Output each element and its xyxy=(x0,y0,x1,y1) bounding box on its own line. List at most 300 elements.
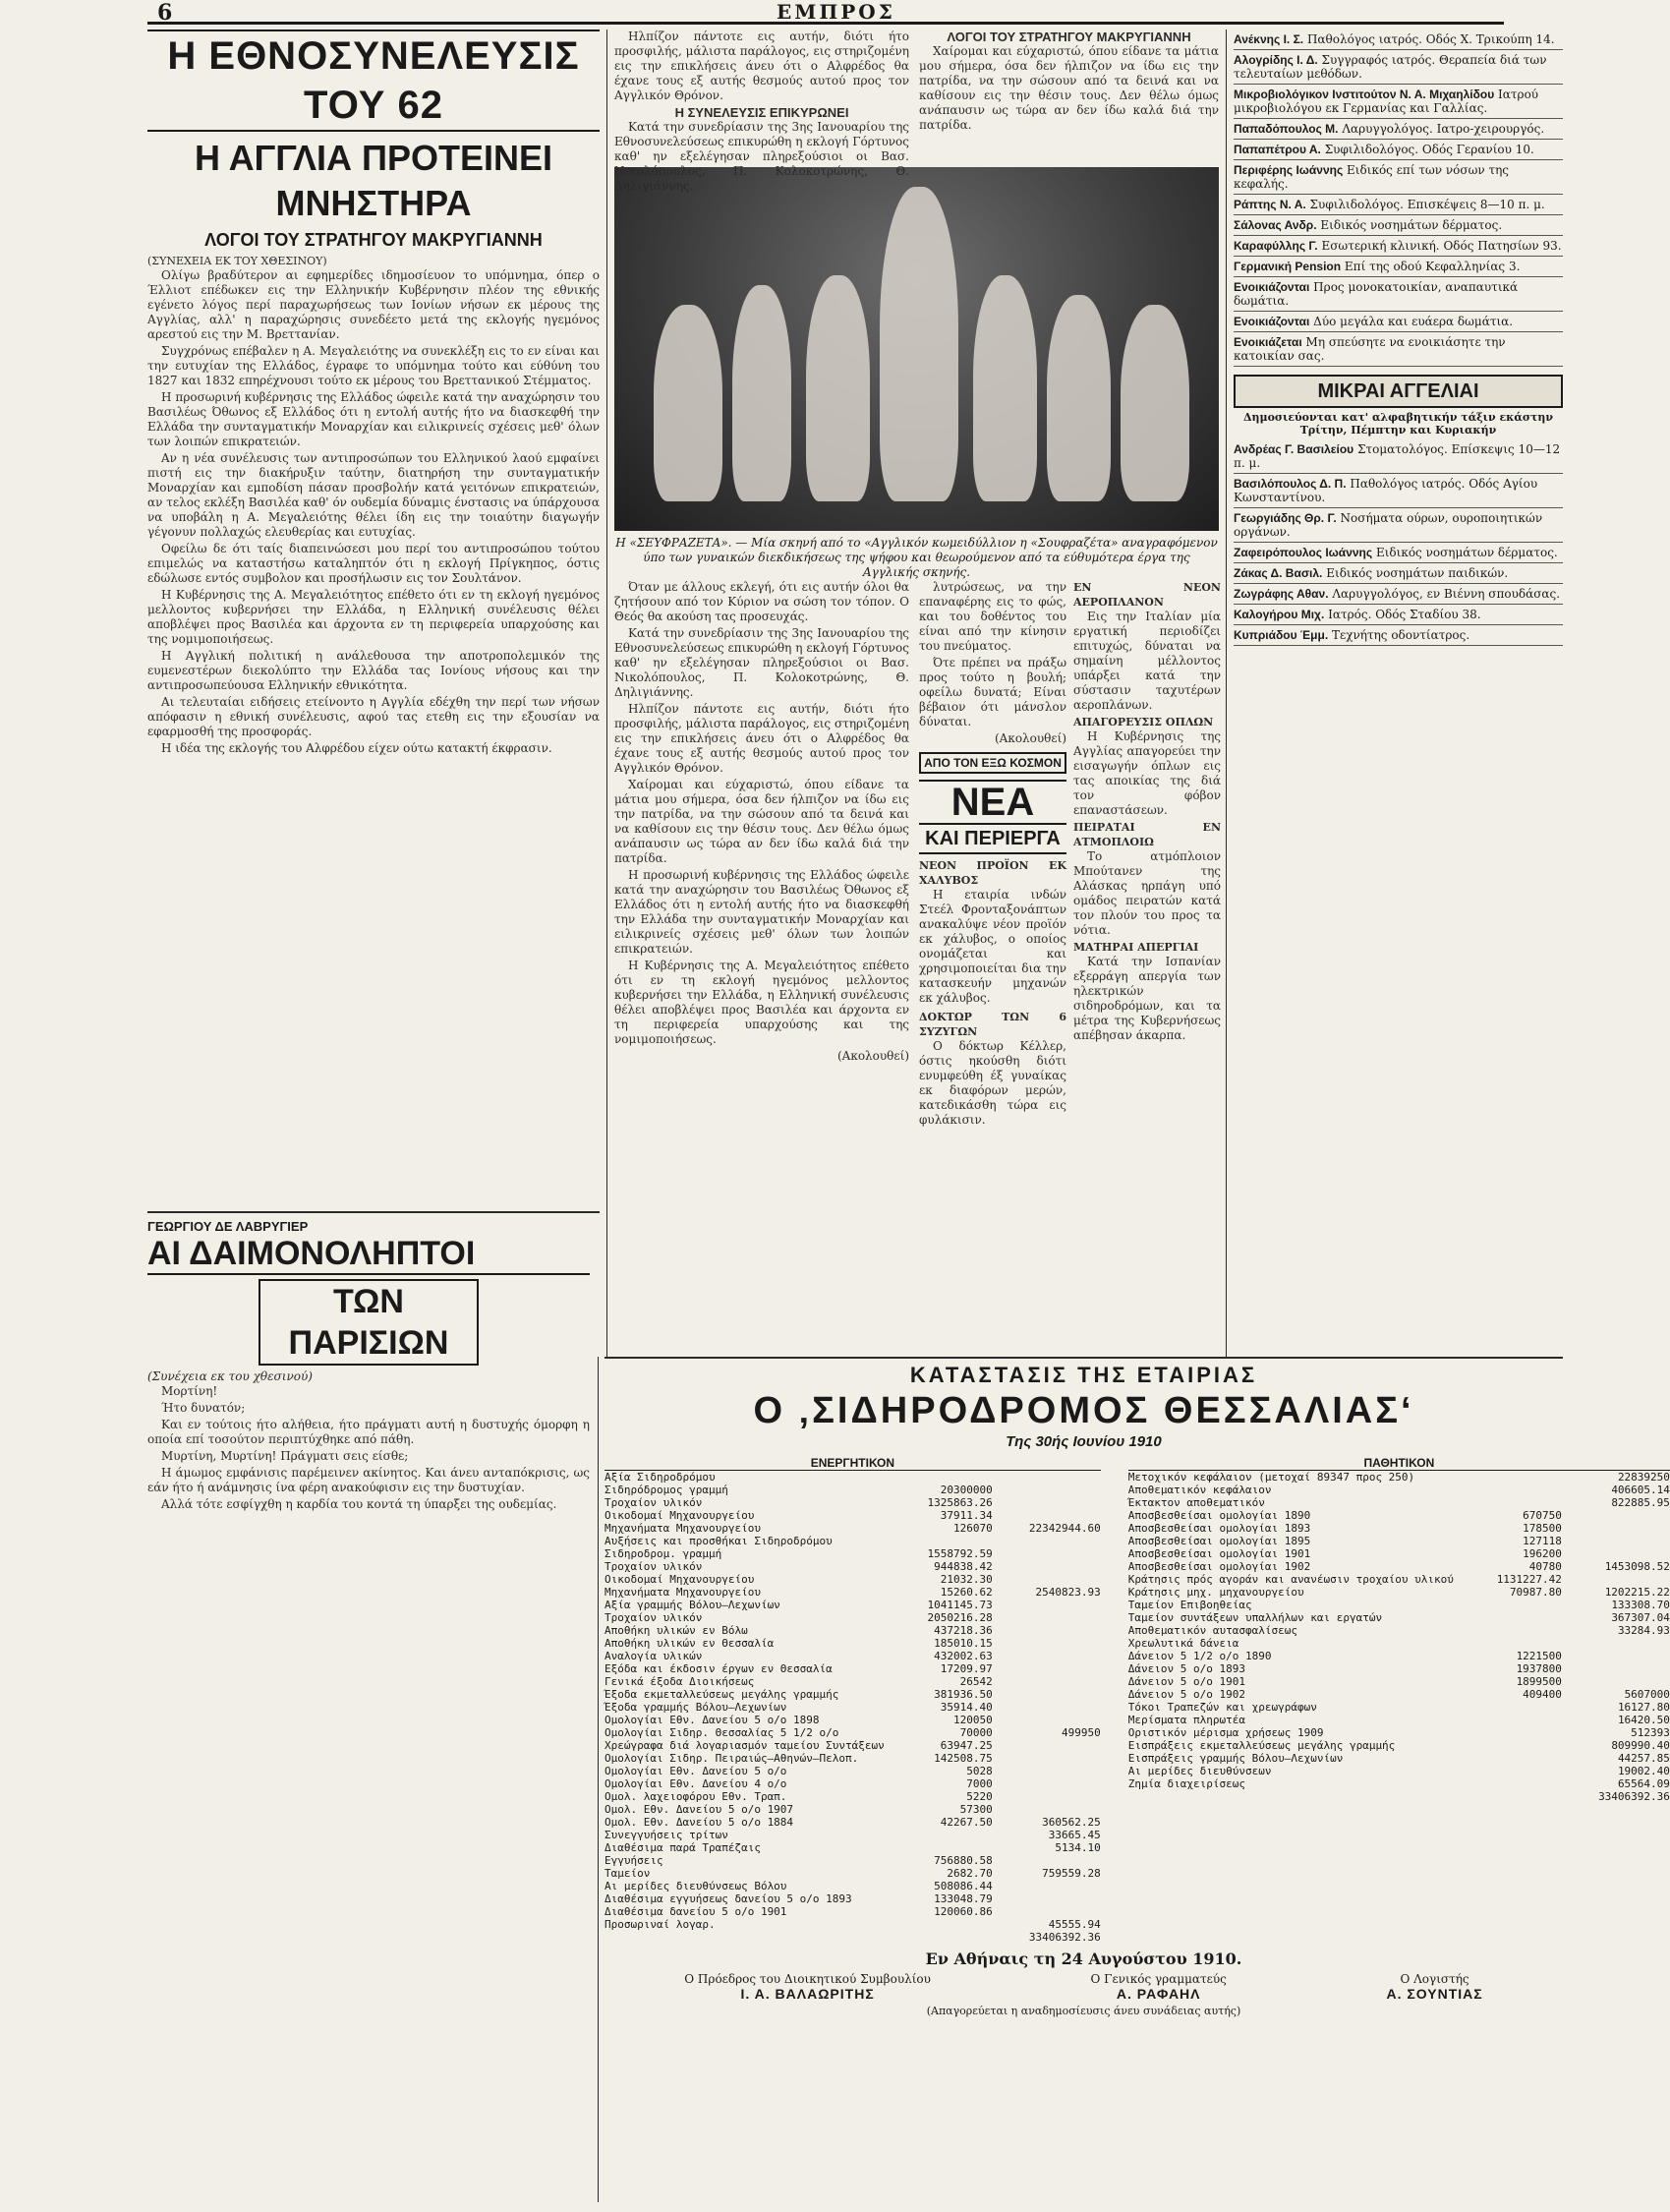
ledger-total xyxy=(1562,1637,1670,1650)
ledger-row xyxy=(1128,1701,1670,1714)
ledger-total xyxy=(993,1484,1101,1496)
ledger-label: Ταμείον Επιβοηθείας xyxy=(1127,1599,1252,1611)
ledger-total: 759559.28 xyxy=(1042,1867,1101,1880)
ledger-label: Αυξήσεις και προσθήκαι Σιδηροδρόμου xyxy=(605,1535,833,1547)
ad-item xyxy=(1234,277,1563,312)
ledger-amount: 21032.30 xyxy=(940,1573,993,1586)
ad-text: Νοσήματα ούρων, ουροποιητικών οργάνων. xyxy=(1234,511,1543,539)
ledger-total: 33284.93 xyxy=(1617,1624,1670,1637)
ledger-row xyxy=(605,1790,1101,1803)
ledger-total: 16127.80 xyxy=(1617,1701,1670,1714)
ledger-row xyxy=(605,1931,1101,1944)
ledger-row xyxy=(1128,1688,1670,1701)
ledger-total xyxy=(993,1624,1101,1637)
ledger-total: 33665.45 xyxy=(1048,1829,1101,1841)
ledger-total xyxy=(993,1662,1101,1675)
ledger-label: Σιδηροδρομ. γραμμή xyxy=(605,1547,722,1560)
ad-name: Ζωγράφης Αθαν. xyxy=(1234,587,1329,601)
ad-text: Προς μονοκατοικίαν, αναπαυτικά δωμάτια. xyxy=(1234,280,1519,308)
ledger-label: Γενικά έξοδα Διοικήσεως xyxy=(605,1675,755,1688)
ledger-row xyxy=(605,1586,1101,1599)
ledger-total xyxy=(993,1637,1101,1650)
ledger-row xyxy=(605,1637,1101,1650)
ledger-total: 133308.70 xyxy=(1611,1599,1670,1611)
ledger-total xyxy=(993,1739,1101,1752)
ad-name: Παπαπέτρου Α. xyxy=(1234,143,1321,156)
photo-figure xyxy=(1121,305,1189,501)
ad-item xyxy=(1234,312,1563,332)
ledger-amount xyxy=(885,1841,993,1854)
ledger-label: Αποσβεσθείσαι ομολογίαι 1890 xyxy=(1127,1509,1311,1522)
ledger-row xyxy=(605,1547,1101,1560)
paragraph: Μυρτίνη, Μυρτίνη! Πράγματι σεις είσθε; xyxy=(161,1449,409,1463)
ledger-label: Δάνειον 5 ο/ο 1893 xyxy=(1127,1662,1245,1675)
ledger-amount xyxy=(885,1471,993,1484)
ad-text: Παθολόγος ιατρός. Οδός Αγίου Κωνσταντίνου. xyxy=(1234,477,1538,504)
signatory-role: Ο Γενικός γραμματεύς xyxy=(1090,1972,1227,1986)
ledger-label: Ομολογίαι Εθν. Δανείου 4 ο/ο xyxy=(605,1777,787,1790)
ledger-total xyxy=(993,1701,1101,1714)
ledger-row xyxy=(1128,1675,1670,1688)
ledger-row xyxy=(605,1573,1101,1586)
ledger-label: Ομολ. λαχειοφόρου Εθν. Τραπ. xyxy=(605,1790,787,1803)
ledger-amount: 1131227.42 xyxy=(1496,1573,1562,1586)
paragraph: Η προσωρινή κυβέρνησις της Ελλάδος ώφειλε κατά την αναχώρησιν του Βασιλέως Όθωνος εξ Ελλάδος ότι η εντολή αυτής ήτο να διασκεφθή την Ελλάδα την συνταγματικήν Μοναρχίαν και ειλικρινείς σχέσεις μεθ' όλων των λοιπών επικρατειών. xyxy=(614,868,909,956)
ad-name: Παπαδόπουλος Μ. xyxy=(1234,122,1339,136)
ledger-amount: 432002.63 xyxy=(934,1650,993,1662)
ledger-total: 5134.10 xyxy=(1055,1841,1101,1854)
statement-footnote: (Απαγορεύεται η αναδημοσίευσις άνευ συνάδειας αυτής) xyxy=(926,2005,1241,2017)
ledger-total xyxy=(993,1573,1101,1586)
ledger-label: Τόκοι Τραπεζών και χρεωγράφων xyxy=(1127,1701,1317,1714)
news-item xyxy=(919,858,1066,1006)
ledger-row xyxy=(1128,1573,1670,1586)
news-item xyxy=(1073,820,1221,938)
ledger-label: Τροχαίον υλικόν xyxy=(605,1611,703,1624)
paragraph: Όταν με άλλους εκλεγή, ότι εις αυτήν όλοι θα ζητήσουν από τον Κύριον να σώση τον τόπον. Ο Θεός θα ακούση τας προσευχάς. xyxy=(614,580,909,623)
liabilities-rows xyxy=(1128,1471,1670,1803)
continued-note: (Ακολουθεί) xyxy=(994,731,1066,745)
ledger-total xyxy=(993,1496,1101,1509)
news-intro xyxy=(919,580,1066,746)
ledger-label: Μηχανήματα Μηχανουργείου xyxy=(605,1586,761,1599)
ledger-amount xyxy=(885,1918,993,1931)
story-author: ΓΕΩΡΓΙΟΥ ΔΕ ΛΑΒΡΥΓΙΕΡ xyxy=(147,1219,309,1234)
ledger-label: Διαθέσιμα εγγυήσεως δανείου 5 ο/ο 1893 xyxy=(605,1892,852,1905)
ledger-row xyxy=(605,1714,1101,1726)
ledger-row xyxy=(1128,1471,1670,1484)
ledger-row xyxy=(605,1509,1101,1522)
ad-text: Συφιλιδολόγος. Οδός Γερανίου 10. xyxy=(1324,143,1534,156)
statement-title-1: ΚΑΤΑΣΤΑΣΙΣ ΤΗΣ ΕΤΑΙΡΙΑΣ xyxy=(909,1363,1258,1387)
ledger-total xyxy=(993,1752,1101,1765)
ledger-row xyxy=(605,1803,1101,1816)
ledger-row xyxy=(1128,1662,1670,1675)
ledger-total: 33406392.36 xyxy=(1028,1931,1101,1944)
ledger-amount: 133048.79 xyxy=(934,1892,993,1905)
ad-text: Στοματολόγος. Επίσκεψις 10—12 π. μ. xyxy=(1234,442,1561,470)
ledger-row xyxy=(605,1739,1101,1752)
ad-item xyxy=(1234,29,1563,50)
ledger-total xyxy=(993,1854,1101,1867)
financial-statement xyxy=(605,1362,1670,2202)
ad-name: Καραφύλλης Γ. xyxy=(1234,239,1318,253)
ledger-row xyxy=(605,1752,1101,1765)
paragraph: Κατά την συνεδρίασιν της 3ης Ιανουαρίου της Εθνοσυνελεύσεως επικυρώθη η εκλογή Γόρτυνος καθ' ην εξελέγησαν πληρεξούσιοι οι Βασ. Νικολόπουλος, Π. Κολοκοτρώνης, Θ. Δηλιγιάννης. xyxy=(614,120,909,193)
news-item xyxy=(1073,940,1221,1043)
ledger-total: 65564.09 xyxy=(1617,1777,1670,1790)
ledger-amount xyxy=(1454,1790,1562,1803)
ledger-total: 1453098.52 xyxy=(1604,1560,1670,1573)
ledger-amount: 1937800 xyxy=(1516,1662,1562,1675)
signature xyxy=(684,1972,931,2002)
ledger-label: Ταμείον συντάξεων υπαλλήλων και εργατών xyxy=(1127,1611,1383,1624)
ledger-row xyxy=(1128,1496,1670,1509)
signatory-name: Ι. Α. ΒΑΛΑΩΡΙΤΗΣ xyxy=(740,1986,875,2002)
ad-text: Ιατρού μικροβιολόγου εκ Γερμανίας και Γαλλίας. xyxy=(1234,87,1539,115)
ledger-row xyxy=(605,1841,1101,1854)
ad-name: Ράπτης Ν. Α. xyxy=(1234,198,1306,211)
ad-name: Κυπριάδου Έμμ. xyxy=(1234,628,1329,642)
news-item xyxy=(919,1010,1066,1128)
ledger-amount: 185010.15 xyxy=(934,1637,993,1650)
ad-name: Περιφέρης Ιωάννης xyxy=(1234,163,1344,177)
ledger-amount: 15260.62 xyxy=(940,1586,993,1599)
continued-note: (Συνέχεια εκ του χθεσινού) xyxy=(147,1369,313,1383)
ledger-amount: 142508.75 xyxy=(934,1752,993,1765)
news-item-head: ΝΕΟΝ ΠΡΟΪΟΝ ΕΚ ΧΑΛΥΒΟΣ xyxy=(919,859,1066,887)
signatory-role: Ο Πρόεδρος του Διοικητικού Συμβουλίου xyxy=(684,1972,931,1986)
ledger-label: Ζημία διαχειρίσεως xyxy=(1127,1777,1245,1790)
ledger-label: Αποσβεσθείσαι ομολογίαι 1901 xyxy=(1127,1547,1311,1560)
subhead: Η ΣΥΝΕΛΕΥΣΙΣ ΕΠΙΚΥΡΩΝΕΙ xyxy=(674,105,849,120)
signature xyxy=(1091,1972,1227,2002)
ledger-row xyxy=(605,1829,1101,1841)
ledger-total xyxy=(993,1777,1101,1790)
ledger-row xyxy=(1128,1790,1670,1803)
ad-text: Λαρυγγολόγος. Ιατρο-χειρουργός. xyxy=(1342,122,1545,136)
ledger-amount: 20300000 xyxy=(940,1484,993,1496)
ledger-row xyxy=(605,1880,1101,1892)
ledger-total: 33406392.36 xyxy=(1598,1790,1670,1803)
paragraph: Και εν τούτοις ήτο αλήθεια, ήτο πράγματι αυτή η δυστυχής όμορφη η οποία επί τοσούτον περιπτύχθηκε από πάθη. xyxy=(147,1418,590,1446)
ledger-row xyxy=(605,1471,1101,1484)
signatory-name: Α. ΡΑΦΑΗΛ xyxy=(1116,1986,1201,2002)
ledger-amount: 381936.50 xyxy=(934,1688,993,1701)
ad-name: Καλογήρου Μιχ. xyxy=(1234,608,1325,621)
ledger-amount xyxy=(885,1931,993,1944)
photo-figure xyxy=(654,305,722,501)
photo-figure xyxy=(880,187,958,501)
ledger-row xyxy=(605,1892,1101,1905)
ledger-total: 45555.94 xyxy=(1048,1918,1101,1931)
paragraph: Κατά την συνεδρίασιν της 3ης Ιανουαρίου της Εθνοσυνελεύσεως επικυρώθη η εκλογή Γόρτυνος καθ' ην εξελέγησαν πληρεξούσιοι οι Βασ. Νικολόπουλος, Π. Κολοκοτρώνης, Θ. Δηλιγιάννης. xyxy=(614,626,909,699)
ledger-amount: 40780 xyxy=(1528,1560,1562,1573)
ledger-amount xyxy=(885,1829,993,1841)
ledger-row xyxy=(1128,1599,1670,1611)
section-label: ΑΠΟ ΤΟΝ ΕΞΩ ΚΟΣΜΟΝ xyxy=(919,752,1066,774)
ledger-total: 367307.04 xyxy=(1611,1611,1670,1624)
ledger-label: Δάνειον 5 ο/ο 1901 xyxy=(1127,1675,1245,1688)
ledger-amount: 37911.34 xyxy=(940,1509,993,1522)
ad-name: Σάλονας Ανδρ. xyxy=(1234,218,1317,232)
section-rule xyxy=(605,1357,1563,1359)
article-body xyxy=(147,268,600,756)
paragraph: Η Αγγλική πολιτική η ανάλεθουσα την αποτροπολεμικόν της ευμενεστέρων διεκολύπτο την Ελλάδα τας Ιονίους νήσους και την αντιπροσωπεύουσα Ελληνικήν εθνικότητα. xyxy=(147,649,600,692)
ledger-row xyxy=(605,1918,1101,1931)
center-left-top-text xyxy=(614,29,909,193)
ledger-label: Αξία Σιδηροδρόμου xyxy=(605,1471,716,1484)
ledger-total xyxy=(993,1560,1101,1573)
paragraph: Ότε πρέπει να πράξω προς τούτο η βουλή; οφείλω δυνατά; Είναι βέβαιον ότι μάνσλον δύναται. xyxy=(919,656,1066,728)
signatory-role: Ο Λογιστής xyxy=(1400,1972,1469,1986)
ledger-amount xyxy=(1454,1701,1562,1714)
paragraph: Συγχρόνως επέβαλεν η Α. Μεγαλειότης να συνεκλέξη εις το εν είναι και την ευτυχίαν της Ελλάδος, έγραφε το υπόμνημα τούτο και εύθύνη του 1827 και 1832 επηρέχνουσι τούτο εκ μέρους του Βρεττανικού Στέμματος. xyxy=(147,344,600,387)
ad-text: Επί της οδού Κεφαλληνίας 3. xyxy=(1344,260,1521,273)
ledger-row xyxy=(1128,1547,1670,1560)
ledger-label: Αποσβεσθείσαι ομολογίαι 1893 xyxy=(1127,1522,1311,1535)
news-item-body: Η εταιρία ινδών Στεέλ Φρονταξονάπτων ανακαλύψε νέον προϊόν εκ χάλυβος, ο οποίος ονομάζεται και χρησιμοποιείται δια την κατασκευήν μηχανών εκ χάλυβος. xyxy=(919,888,1066,1005)
ledger-amount xyxy=(1454,1777,1562,1790)
ad-text: Ειδικός νοσημάτων δέρματος. xyxy=(1320,218,1503,232)
ledger-amount: 120050 xyxy=(953,1714,993,1726)
section-rule xyxy=(147,1211,600,1213)
ledger-amount xyxy=(1454,1484,1562,1496)
ledger-total xyxy=(993,1535,1101,1547)
ledger-label: Σιδηρόδρομος γραμμή xyxy=(605,1484,728,1496)
ad-name: Ανέκνης Ι. Σ. xyxy=(1234,32,1304,46)
ledger-amount: 756880.58 xyxy=(934,1854,993,1867)
ledger-row xyxy=(605,1688,1101,1701)
ledger-label: Αποθεματικόν κεφάλαιον xyxy=(1127,1484,1272,1496)
photo-figure xyxy=(1047,295,1111,501)
paper-name: ΕΜΠΡΟΣ xyxy=(777,0,895,24)
ad-item xyxy=(1234,584,1563,605)
statement-title-2: Ο ‚ΣΙΔΗΡΟΔΡΟΜΟΣ ΘΕΣΣΑΛΙΑΣ‘ xyxy=(753,1390,1414,1431)
ledger-row xyxy=(605,1650,1101,1662)
ledger-amount xyxy=(1454,1726,1562,1739)
ledger-total: 822885.95 xyxy=(1611,1496,1670,1509)
ledger-amount xyxy=(1454,1471,1562,1484)
ledger-label: Κράτησις πρός αγοράν και ανανέωσιν τροχαίου υλικού xyxy=(1127,1573,1454,1586)
ledger-amount xyxy=(1454,1599,1562,1611)
signatory-name: Α. ΣΟΥΝΤΙΑΣ xyxy=(1386,1986,1483,2002)
center-mid-top-text xyxy=(919,29,1219,162)
ledger-label: Χρεωλυτικά δάνεια xyxy=(1127,1637,1239,1650)
ledger-amount xyxy=(1454,1752,1562,1765)
ledger-row xyxy=(605,1777,1101,1790)
paragraph: Αι τελευταίαι ειδήσεις ετείνοντο η Αγγλία εδέχθη την περί των νήσων απόφασιν η εθνική συνέλευσις, αφού τας ετεθη εις την εξουσίαν να εφαρμοσθή της προσφοράς. xyxy=(147,695,600,738)
ledger-row xyxy=(605,1611,1101,1624)
ledger-label: Εγγυήσεις xyxy=(605,1854,663,1867)
story-body xyxy=(147,1384,590,1512)
ledger-total: 5607000 xyxy=(1624,1688,1670,1701)
ledger-label: Αποσβεσθείσαι ομολογίαι 1902 xyxy=(1127,1560,1311,1573)
ledger-amount: 1899500 xyxy=(1516,1675,1562,1688)
ledger-total xyxy=(1562,1522,1670,1535)
continued-note: (ΣΥΝΕΧΕΙΑ ΕΚ ΤΟΥ ΧΘΕΣΙΝΟΥ) xyxy=(147,255,327,267)
news-item-body: Ο δόκτωρ Κέλλερ, όστις ηκούσθη διότι ενυμφεύθη έξ γυναίκας εκ διαφόρων μερών, κατεδικάσθη τώρα εις φυλάκισιν. xyxy=(919,1039,1066,1127)
ledger-total xyxy=(993,1790,1101,1803)
ledger-row xyxy=(1128,1739,1670,1752)
ledger-label: Δάνειον 5 1/2 ο/ο 1890 xyxy=(1127,1650,1272,1662)
ledger-total xyxy=(993,1905,1101,1918)
paragraph: Χαίρομαι και εύχαριστώ, όπου είδανε τα μάτια μου σήμερα, όσα δεν ήλπιζον να ίδω εις την πατρίδα, να την σώσουν από τα δεινά και να καθίσουν εις την θέσιν τους. Δεν θέλω όμως ανάπαυσιν ως τώρα αν δεν ίδω καλά διά την πατρίδα. xyxy=(919,44,1219,132)
ledger-amount: 1041145.73 xyxy=(927,1599,993,1611)
ledger-label: Αναλογία υλικών xyxy=(605,1650,703,1662)
ledger-row xyxy=(605,1867,1101,1880)
story-title-1: ΑΙ ΔΑΙΜΟΝΟΛΗΠΤΟΙ xyxy=(147,1234,590,1275)
ad-item xyxy=(1234,508,1563,543)
kicker: ΛΟΓΟΙ ΤΟΥ ΣΤΡΑΤΗΓΟΥ ΜΑΚΡΥΓΙΑΝΝΗ xyxy=(204,230,543,250)
ledger-total xyxy=(993,1547,1101,1560)
news-item xyxy=(1073,580,1221,713)
ledger-row xyxy=(605,1854,1101,1867)
ledger-total xyxy=(1562,1650,1670,1662)
ledger-row xyxy=(605,1560,1101,1573)
ledger-total xyxy=(1562,1573,1670,1586)
ledger-amount: 508086.44 xyxy=(934,1880,993,1892)
ad-item xyxy=(1234,160,1563,195)
ledger-amount: 2050216.28 xyxy=(927,1611,993,1624)
ledger-amount: 17209.97 xyxy=(940,1662,993,1675)
signature xyxy=(1386,1972,1482,2002)
ledger-label: Οικοδομαί Μηχανουργείου xyxy=(605,1509,755,1522)
story-title-2: ΤΩΝ ΠΑΡΙΣΙΩΝ xyxy=(259,1279,479,1366)
ledger-amount: 120060.86 xyxy=(934,1905,993,1918)
ledger-row xyxy=(605,1905,1101,1918)
ledger-label: Διαθέσιμα δανείου 5 ο/ο 1901 xyxy=(605,1905,787,1918)
ledger-row xyxy=(605,1662,1101,1675)
ad-text: Εσωτερική κλινική. Οδός Πατησίων 93. xyxy=(1321,239,1562,253)
ad-text: Ειδικός νοσημάτων παιδικών. xyxy=(1326,566,1509,580)
ledger-total: 809990.40 xyxy=(1611,1739,1670,1752)
ledger-amount xyxy=(1454,1611,1562,1624)
ledger-total xyxy=(993,1599,1101,1611)
center-left-body xyxy=(614,580,909,1199)
ledger-amount: 42267.50 xyxy=(940,1816,993,1829)
ledger-row xyxy=(1128,1637,1670,1650)
ledger-total xyxy=(993,1892,1101,1905)
ledger-label: Συνεγγυήσεις τρίτων xyxy=(605,1829,728,1841)
ledger-label: Αποθεματικόν αυτασφαλίσεως xyxy=(1127,1624,1297,1637)
ad-item xyxy=(1234,563,1563,584)
ledger-amount xyxy=(1454,1739,1562,1752)
ledger-amount xyxy=(885,1535,993,1547)
ad-item xyxy=(1234,236,1563,257)
ledger-label: Κράτησις μηχ. μηχανουργείου xyxy=(1127,1586,1304,1599)
ledger-total xyxy=(993,1765,1101,1777)
paragraph: Ηλπίζον πάντοτε εις αυτήν, διότι ήτο προσφιλής, μάλιστα παράλογος, εις στηριζομένη εις την επικλήσεις άνευ ότι ο Αλφρέδος θα έχανε τους εξ αυτής θεσμούς αυτού προς τον Αγγλικόν Θρόνον. xyxy=(614,29,909,102)
ledger-total: 406605.14 xyxy=(1611,1484,1670,1496)
ledger-amount xyxy=(1454,1765,1562,1777)
ledger-label: Αποσβεσθείσαι ομολογίαι 1895 xyxy=(1127,1535,1311,1547)
ad-text: Δύο μεγάλα και ευάερα δωμάτια. xyxy=(1313,315,1514,328)
ledger-row xyxy=(605,1726,1101,1739)
ledger-total: 499950 xyxy=(1062,1726,1101,1739)
ledger-total xyxy=(993,1650,1101,1662)
ledger-label: Αποθήκη υλικών εν Θεσσαλία xyxy=(605,1637,775,1650)
ad-text: Ιατρός. Οδός Σταδίου 38. xyxy=(1328,608,1481,621)
ledger-amount: 70000 xyxy=(959,1726,993,1739)
ledger-total xyxy=(1562,1675,1670,1688)
ad-item xyxy=(1234,474,1563,508)
ledger-row xyxy=(1128,1522,1670,1535)
small-ads-title: ΜΙΚΡΑΙ ΑΓΓΕΛΙΑΙ xyxy=(1234,375,1563,408)
ledger-label: Οριστικόν μέρισμα χρήσεως 1909 xyxy=(1127,1726,1324,1739)
paragraph: Η Κυβέρνησις της Α. Μεγαλειότητος επέθετο ότι εν τη εκλογή ηγεμόνος μελλοντος κυβερνήσει την Ελλάδα, η Ελληνική συνέλευσις θέλει αποβλέψει προς Βασιλέα και άρχοντα εν τη περιφερεία υπαρχούσης και της νομιμοποιήσεως. xyxy=(614,959,909,1046)
ledger-label: Μερίσματα πληρωτέα xyxy=(1127,1714,1245,1726)
ledger-total xyxy=(993,1880,1101,1892)
ledger-row xyxy=(1128,1624,1670,1637)
ad-item xyxy=(1234,625,1563,646)
paragraph: Χαίρομαι και εύχαριστώ, όπου είδανε τα μάτια μου σήμερα, όσα δεν ήλπιζον να ίδω εις την πατρίδα, να την σώσουν από τα δεινά και να καθίσουν εις την θέσιν τους. Δεν θέλω όμως ανάπαυσιν ως τώρα αν δεν ίδω καλά διά την πατρίδα. xyxy=(614,778,909,865)
ledger-amount: 1325863.26 xyxy=(927,1496,993,1509)
ledger-total: 2540823.93 xyxy=(1035,1586,1101,1599)
ledger-row xyxy=(1128,1509,1670,1522)
ledger-amount xyxy=(1454,1714,1562,1726)
place-date: Εν Αθήναις τη 24 Αυγούστου 1910. xyxy=(925,1950,1242,1968)
news-item-body: Εις την Ιταλίαν μία εργατική περιοδίζει επιτυχώς, δύναται να σημαίνη μέλλοντος υπάρξει κατά την σύστασιν ταχυτέρων αεροπλάνων. xyxy=(1073,610,1221,712)
ledger-label xyxy=(605,1931,885,1944)
ledger-label: Χρεώγραφα διά λογαριασμόν ταμείου Συντάξεων xyxy=(605,1739,885,1752)
left-article xyxy=(147,29,600,1204)
ad-name: Ανδρέας Γ. Βασιλείου xyxy=(1234,442,1354,456)
ledger-label: Έξοδα εκμεταλλεύσεως μεγάλης γραμμής xyxy=(605,1688,839,1701)
ledger-amount: 196200 xyxy=(1523,1547,1562,1560)
theatre-photo xyxy=(614,167,1219,531)
paragraph: Αλλά τότε εσφίγχθη η καρδία του κοντά τη ύπαρξει της ουδεμίας. xyxy=(161,1497,557,1511)
paragraph: Μορτίνη! xyxy=(161,1384,218,1398)
ledger-total: 22342944.60 xyxy=(1028,1522,1101,1535)
ad-text: Παθολόγος ιατρός. Οδός Χ. Τρικούπη 14. xyxy=(1306,32,1555,46)
ledger-total xyxy=(993,1688,1101,1701)
news-item-head: ΑΠΑΓΟΡΕΥΣΙΣ ΟΠΛΩΝ xyxy=(1073,716,1214,728)
ledger-amount: 409400 xyxy=(1523,1688,1562,1701)
ledger-label: Διαθέσιμα παρά Τραπέζαις xyxy=(605,1841,761,1854)
ad-name: Ενοικιάζεται xyxy=(1234,335,1302,349)
ledger-amount: 57300 xyxy=(959,1803,993,1816)
ledger-amount: 1221500 xyxy=(1516,1650,1562,1662)
subheadline: Η ΑΓΓΛΙΑ ΠΡΟΤΕΙΝΕΙ ΜΝΗΣΤΗΡΑ xyxy=(194,138,553,223)
ledger-label: Ομολογίαι Σιδηρ. Θεσσαλίας 5 1/2 ο/ο xyxy=(605,1726,839,1739)
statement-date: Της 30ής Ιουνίου 1910 xyxy=(1006,1433,1162,1450)
ledger-label: Προσωριναί λογαρ. xyxy=(605,1918,716,1931)
perierga-title: ΚΑΙ ΠΕΡΙΕΡΓΑ xyxy=(919,825,1066,854)
liabilities-header: ΠΑΘΗΤΙΚΟΝ xyxy=(1128,1456,1670,1471)
ad-item xyxy=(1234,50,1563,85)
paragraph: λυτρώσεως, να την επαναφέρης εις το φώς, και του δοθέντος του είναι από την κίνησιν του πνεύματος. xyxy=(919,580,1066,653)
photo-caption: Η «ΣΕΥΦΡΑΖΕΤΑ». — Μία σκηνή από το «Αγγλικόν κωμειδύλλιον η «Σουφραζέτα» αναγραφόμενον ύπο των γυναικών διεκδικήσεως της ψήφου και θεωρούμενον από τα εύθυμότερα έργα της Αγγλικής σκηνής. xyxy=(615,536,1218,579)
continued-note: (Ακολουθεί) xyxy=(836,1049,909,1063)
paragraph: Η ιδέα της εκλογής του Αλφρέδου είχεν ούτω κατακτή έκφρασιν. xyxy=(161,741,552,755)
ledger-row xyxy=(1128,1484,1670,1496)
ledger-amount: 5220 xyxy=(966,1790,993,1803)
photo-figure xyxy=(806,275,870,501)
ledger-total: 22839250 xyxy=(1617,1471,1670,1484)
ledger-label: Ομολ. Εθν. Δανείου 5 ο/ο 1907 xyxy=(605,1803,794,1816)
paragraph: Η προσωρινή κυβέρνησις της Ελλάδος ώφειλε κατά την αναχώρησιν του Βασιλέως Όθωνος εξ Ελλάδος ότι η εντολή αυτής ήτο να διασκεφθή την Ελλάδα την συνταγματικήν Μοναρχίαν και ειλικρινείς σχέσεις μεθ' όλων των λοιπών επικρατειών. xyxy=(147,390,600,448)
ledger-label: Τροχαίον υλικόν xyxy=(605,1560,703,1573)
paragraph: Η άμωμος εμφάνισις παρέμεινεν ακίνητος. Και άνευ ανταπόκρισις, ως εάν ήτο ή ανάμνησις ίνα φέρη ανακούφισιν εις την δυστυχίαν. xyxy=(147,1466,590,1494)
column-rule xyxy=(1226,29,1227,1357)
ad-item xyxy=(1234,85,1563,119)
ledger-label: Εισπράξεις γραμμής Βόλου—Λεχωνίων xyxy=(1127,1752,1344,1765)
news-item-body: Το ατμόπλοιον Μπούτανεν της Αλάσκας ηρπάγη υπό ομάδος πειρατών κατά τον πλούν του προς τα νότια. xyxy=(1073,849,1221,937)
ledger-label: Ομολογίαι Εθν. Δανείου 5 ο/ο xyxy=(605,1765,787,1777)
ledger-amount: 7000 xyxy=(966,1777,993,1790)
paragraph: Ηλπίζον πάντοτε εις αυτήν, διότι ήτο προσφιλής, μάλιστα παράλογος, εις στηριζομένη εις την επικλήσεις άνευ ότι ο Αλφρέδος θα έχανε τους εξ αυτής θεσμούς αυτού προς τον Αγγλικόν Θρόνον. xyxy=(614,702,909,775)
